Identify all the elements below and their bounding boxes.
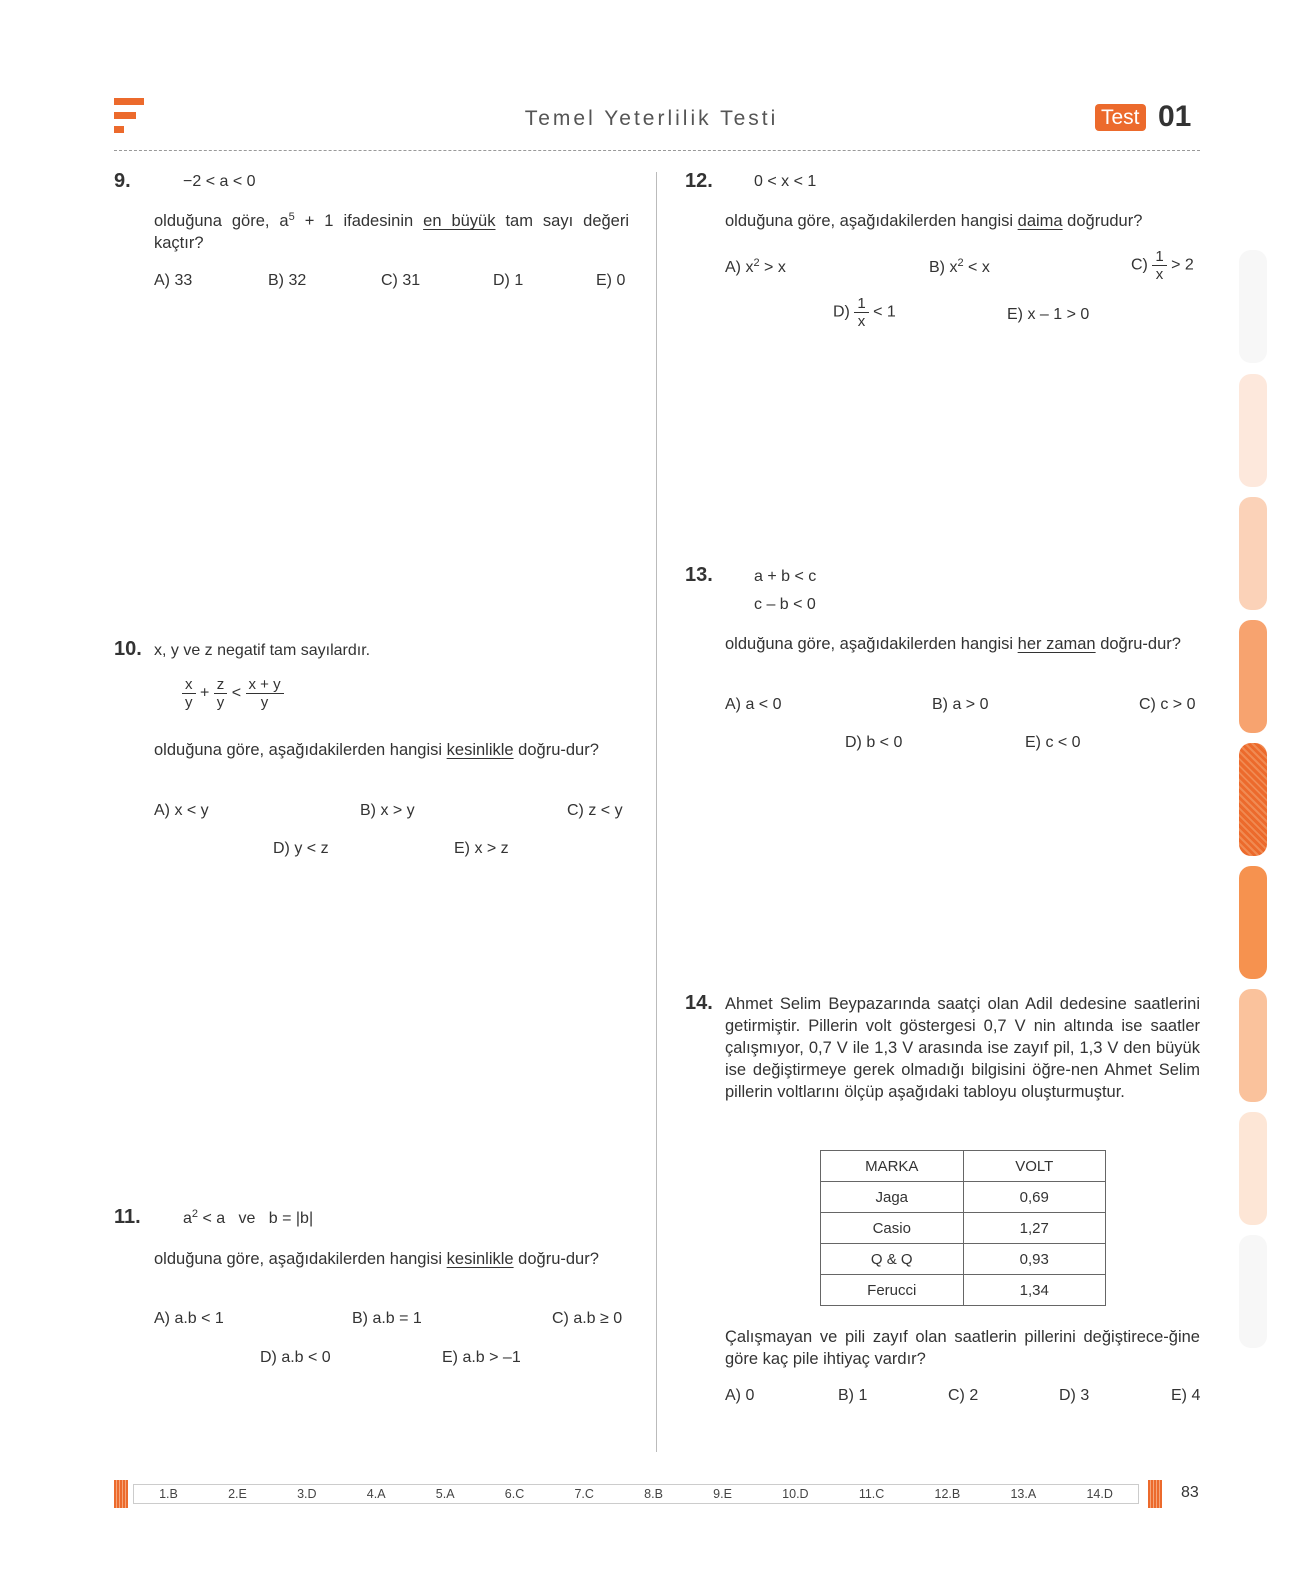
side-tab[interactable] [1239,374,1267,487]
footer-right-marker [1148,1480,1162,1508]
option-d[interactable]: D) $\frac{1}{x}$ < 1 [833,295,896,330]
table-cell: 0,69 [963,1182,1106,1213]
answer-key-item: 5.A [435,1487,455,1501]
table-cell: 1,34 [963,1275,1106,1306]
option-b[interactable]: B) 1 [838,1387,868,1404]
answer-key-bar [133,1484,1139,1504]
question-number: 9. [114,170,131,192]
option-d[interactable]: D) 3 [1059,1387,1090,1404]
test-badge: Test [1095,104,1146,131]
side-tab[interactable] [1239,989,1267,1102]
option-d[interactable]: D) a.b < 0 [260,1349,331,1366]
option-a[interactable]: A) x < y [154,802,209,819]
answer-key-item: 2.E [228,1487,247,1501]
question-stem: olduğuna göre, aşağıdakilerden hangisi her zaman doğru-dur? [725,635,1181,653]
question-intro: x, y ve z negatif tam sayılardır. [154,642,371,659]
option-a[interactable]: A) 33 [154,272,193,289]
side-tab[interactable] [1239,250,1267,363]
fraction: $\frac{1}{x}$ [1152,248,1166,283]
fraction: $\frac{x}{y}$ [182,676,196,711]
question-condition: −2 < a < 0 [183,173,256,190]
volt-table [820,1150,1106,1306]
answer-key-item: 7.C [574,1487,594,1501]
question-number: 13. [685,564,713,586]
option-c[interactable]: C) $\frac{1}{x}$ > 2 [1131,248,1194,283]
side-tab[interactable] [1239,620,1267,733]
option-e[interactable]: E) c < 0 [1025,734,1081,751]
page-number: 83 [1181,1484,1199,1501]
answer-key-item: 4.A [366,1487,386,1501]
side-tab[interactable] [1239,1235,1267,1348]
answer-key-item: 8.B [644,1487,663,1501]
option-e[interactable]: E) 4 [1171,1387,1201,1404]
answer-key-item: 3.D [297,1487,317,1501]
table-row [821,1244,1106,1275]
table-header-row [821,1151,1106,1182]
table-cell: Ferucci [821,1275,964,1306]
question-stem: Çalışmayan ve pili zayıf olan saatlerin pillerini değiştirece-ğine göre kaç pile ihtiyaç vardır? [725,1328,1200,1368]
table-cell: Q & Q [821,1244,964,1275]
option-b[interactable]: B) $x^2 < x$ [929,257,990,276]
question-text: Ahmet Selim Beypazarında saatçi olan Adil dedesine saatlerini getirmiştir. Pillerin volt göstergesi 0,7 V nin altında ise saatler çalışmıyor, 0,7 V ile 1,3 V arasında ise zayıf pil, 1,3 V den büyük ise değiştirmeye gerek olmadığı bilgisini öğre-nen Ahmet Selim pillerin voltlarını ölçüp aşağıdaki tabloyu oluşturmuştur. [725,995,1200,1101]
answer-key-item: 14.D [1086,1487,1113,1501]
question-stem: olduğuna göre, $a^5 + 1$ ifadesinin en büyük tam sayı değeri kaçtır? [154,211,630,252]
option-c[interactable]: C) 2 [948,1387,979,1404]
side-tab[interactable] [1239,866,1267,979]
option-e[interactable]: E) 0 [596,272,626,289]
test-number: 01 [1158,100,1192,133]
header-divider [114,150,1200,151]
side-tab[interactable] [1239,1112,1267,1225]
option-b[interactable]: B) a.b = 1 [352,1310,422,1327]
question-condition-1: a + b < c [754,568,817,585]
option-b[interactable]: B) x > y [360,802,415,819]
column-divider [656,172,657,1452]
question-stem: olduğuna göre, aşağıdakilerden hangisi kesinlikle doğru-dur? [154,741,599,759]
question-stem: olduğuna göre, aşağıdakilerden hangisi kesinlikle doğru-dur? [154,1250,599,1268]
side-tab[interactable] [1239,497,1267,610]
option-b[interactable]: B) a > 0 [932,696,989,713]
option-d[interactable]: D) b < 0 [845,734,903,751]
answer-key-item: 12.B [934,1487,961,1501]
answer-key-item: 9.E [713,1487,732,1501]
answer-key-item: 1.B [159,1487,178,1501]
option-a[interactable]: A) a.b < 1 [154,1310,224,1327]
table-cell: 1,27 [963,1213,1106,1244]
fraction: $\frac{1}{x}$ [854,295,868,330]
option-a[interactable]: A) 0 [725,1387,755,1404]
answer-key-item: 10.D [782,1487,809,1501]
question-number: 11. [114,1206,141,1228]
answer-key-item: 13.A [1010,1487,1037,1501]
fraction: $\frac{z}{y}$ [214,676,228,711]
question-condition-2: c – b < 0 [754,596,816,613]
option-a[interactable]: A) $x^2 > x$ [725,257,786,276]
answer-key-item: 11.C [858,1487,885,1501]
option-c[interactable]: C) c > 0 [1139,696,1196,713]
option-d[interactable]: D) 1 [493,272,524,289]
question-stem: olduğuna göre, aşağıdakilerden hangisi daima doğrudur? [725,212,1143,230]
table-cell: Casio [821,1213,964,1244]
option-d[interactable]: D) y < z [273,840,329,857]
question-number: 12. [685,170,713,192]
question-number: 14. [685,992,713,1014]
fraction: $\frac{x + y}{y}$ [246,676,284,711]
table-row [821,1275,1106,1306]
option-e[interactable]: E) x – 1 > 0 [1007,306,1090,323]
option-a[interactable]: A) a < 0 [725,696,782,713]
table-row [821,1213,1106,1244]
option-e[interactable]: E) a.b > –1 [442,1349,521,1366]
page-title: Temel Yeterlilik Testi [524,107,779,130]
table-cell: Jaga [821,1182,964,1213]
question-condition: $a^2 < a$ ve b = |b| [183,1208,314,1227]
table-row [821,1182,1106,1213]
option-b[interactable]: B) 32 [268,272,307,289]
footer-left-marker [114,1480,128,1508]
option-c[interactable]: C) a.b ≥ 0 [552,1310,623,1327]
question-number: 10. [114,638,142,660]
table-cell: 0,93 [963,1244,1106,1275]
option-c[interactable]: C) 31 [381,272,421,289]
question-inequality: $\frac{x}{y}$ + $\frac{z}{y}$ < $\frac{x + y}{y}$ [182,676,284,711]
table-header: VOLT [963,1151,1106,1182]
answer-key-item: 6.C [504,1487,525,1501]
option-c[interactable]: C) z < y [567,802,623,819]
side-tab-active[interactable] [1239,743,1267,856]
option-e[interactable]: E) x > z [454,840,509,857]
table-header: MARKA [821,1151,964,1182]
question-condition: 0 < x < 1 [754,173,817,190]
